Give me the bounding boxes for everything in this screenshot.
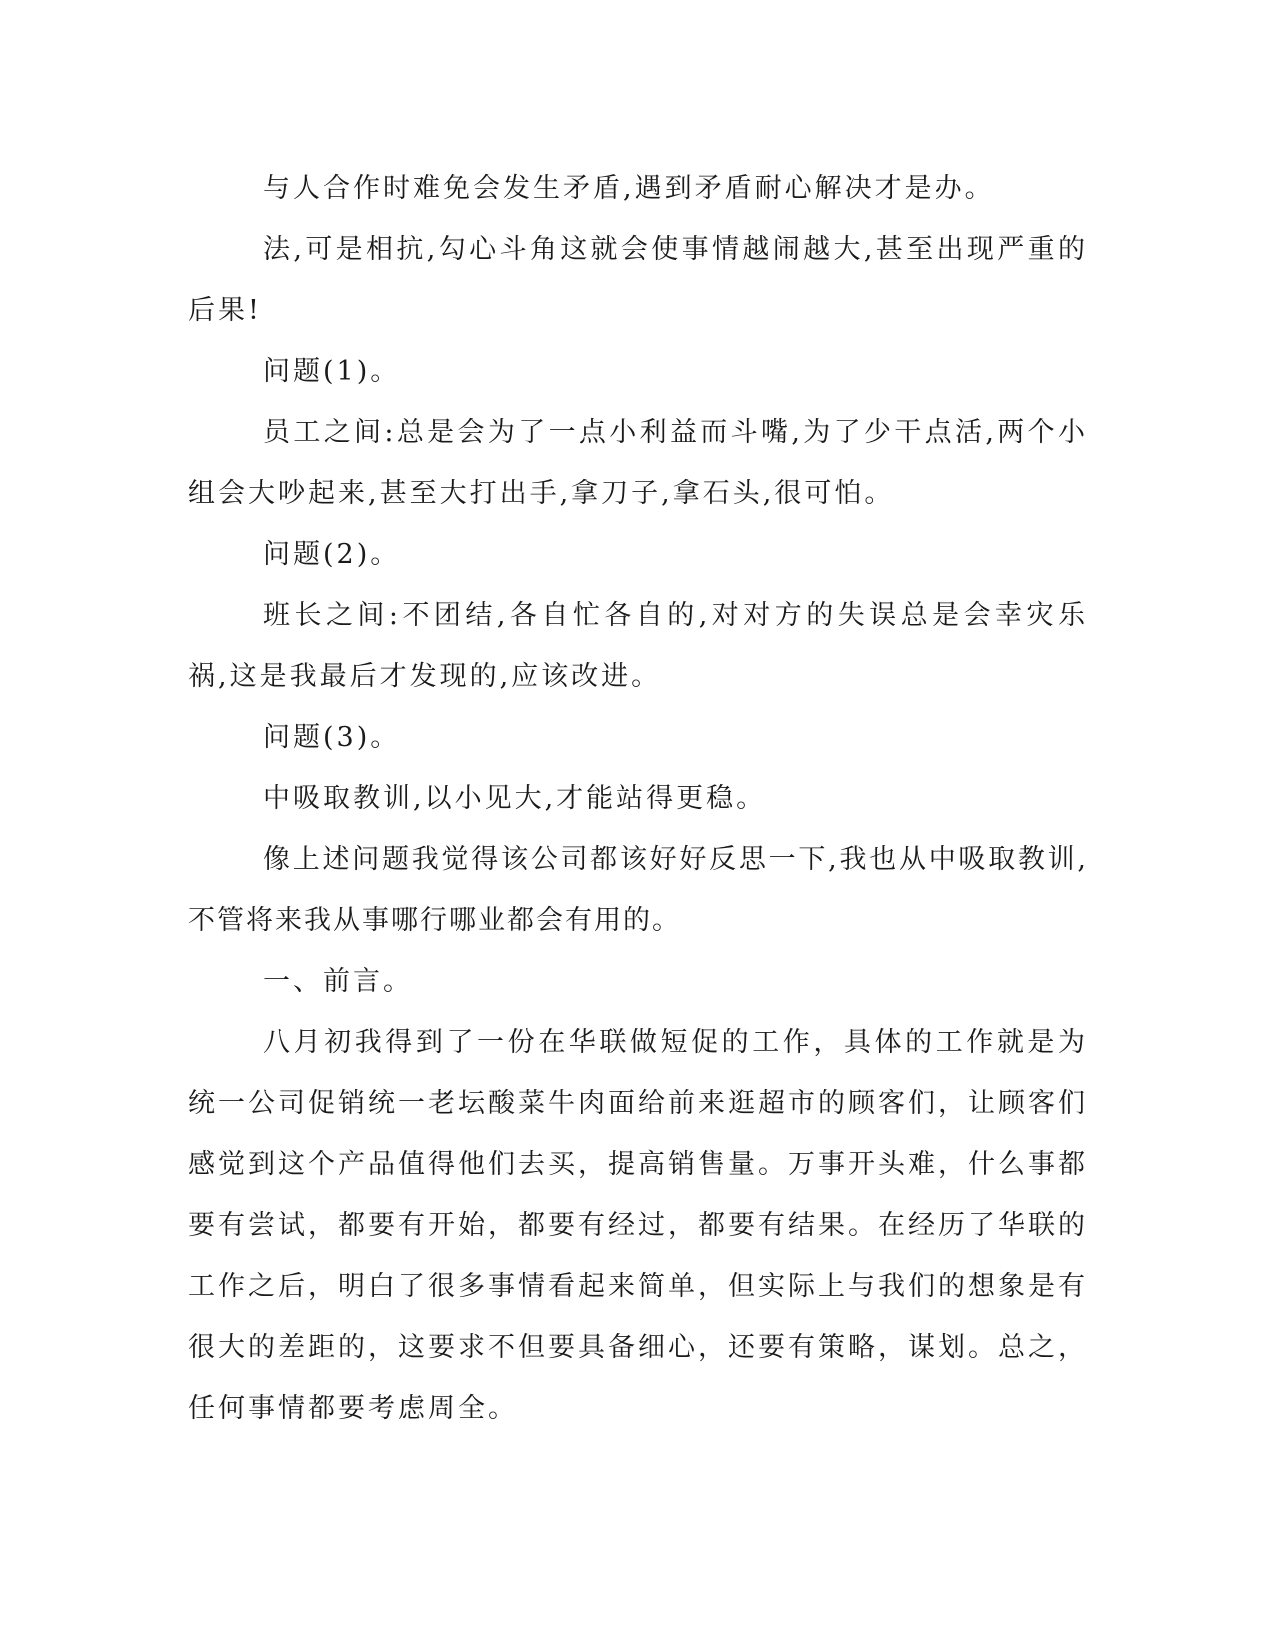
paragraph-9: 像上述问题我觉得该公司都该好好反思一下,我也从中吸取教训,不管将来我从事哪行哪业都会有用的。	[188, 844, 1088, 936]
paragraph-4: 员工之间:总是会为了一点小利益而斗嘴,为了少干点活,两个小组会大吵起来,甚至大打出手,拿刀子,拿石头,很可怕。	[188, 417, 1088, 509]
paragraph-6: 班长之间:不团结,各自忙各自的,对对方的失误总是会幸灾乐祸,这是我最后才发现的,应该改进。	[188, 600, 1088, 692]
paragraph-2: 法,可是相抗,勾心斗角这就会使事情越闹越大,甚至出现严重的后果!	[188, 234, 1088, 326]
document-body	[188, 158, 1088, 1439]
paragraph-5: 问题(2)。	[263, 539, 401, 570]
paragraph-8: 中吸取教训,以小见大,才能站得更稳。	[263, 783, 767, 814]
paragraph-11: 八月初我得到了一份在华联做短促的工作，具体的工作就是为统一公司促销统一老坛酸菜牛肉面给前来逛超市的顾客们，让顾客们感觉到这个产品值得他们去买，提高销售量。万事开头难，什么事都要有尝试，都要有开始，都要有经过，都要有结果。在经历了华联的工作之后，明白了很多事情看起来简单，但实际上与我们的想象是有很大的差距的，这要求不但要具备细心，还要有策略，谋划。总之，任何事情都要考虑周全。	[188, 1027, 1088, 1424]
paragraph-3: 问题(1)。	[263, 356, 401, 387]
paragraph-7: 问题(3)。	[263, 722, 401, 753]
paragraph-10: 一、前言。	[263, 966, 413, 997]
paragraph-1: 与人合作时难免会发生矛盾,遇到矛盾耐心解决才是办。	[263, 173, 995, 204]
